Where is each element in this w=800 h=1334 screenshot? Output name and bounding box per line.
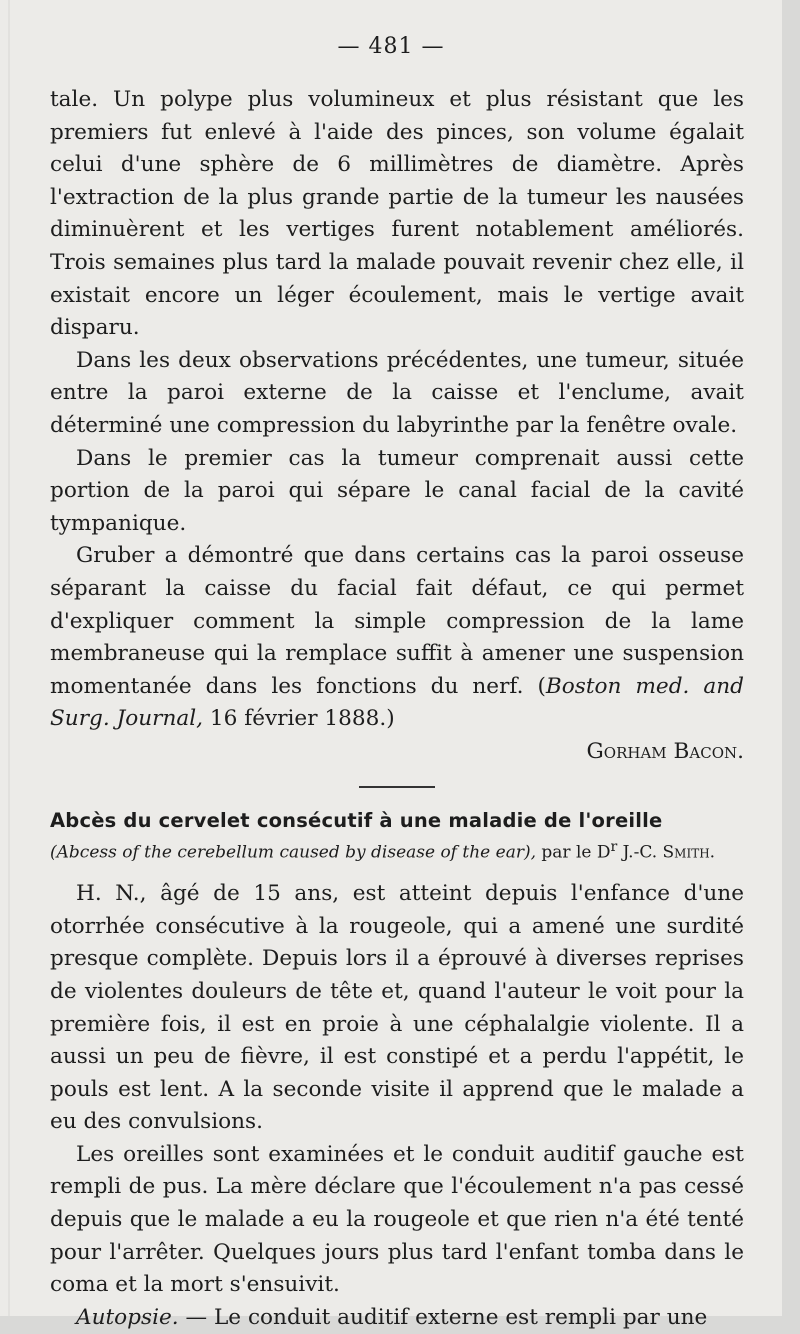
byline-author: J.-C. Smith. [617,843,716,864]
paragraph-ears: Les oreilles sont examinées et le conduit auditif gauche est rempli de pus. La mère déclare que l'écoulement n'a pas cessé depuis que le malade a eu la rougeole et que rien n'a été tenté pour l'arrêter. Quelques jours plus tard l'enfant tomba dans le coma et la mort s'ensuivit. [50,1141,744,1298]
body-text [50,84,744,1334]
page-number: — 481 — [337,34,445,59]
autopsy-label: Autopsie. [76,1304,179,1330]
byline-sup: r [610,839,618,856]
article-title: Abcès du cervelet consécutif à une maladie de l'oreille [50,809,663,833]
paragraph-observations: Dans les deux observations précédentes, une tumeur, située entre la paroi externe de la caisse et l'enclume, avait déterminé une compression du labyrinthe par la fenêtre ovale. [50,347,744,438]
english-title: (Abcess of the cerebellum caused by disease of the ear), [50,843,536,864]
paragraph-gruber [50,540,744,768]
paragraph-case: H. N., âgé de 15 ans, est atteint depuis l'enfance d'une otorrhée consécutive à la rougeole, qui a amené une surdité presque complète. Depuis lors il a éprouvé à diverses reprises de violentes douleurs de tête et, quand l'auteur le voit pour la première fois, il est en proie à une céphalalgie violente. Il a aussi un peu de fièvre, il est constipé et a perdu l'appétit, le pouls est lent. A la seconde visite il apprend que le malade a eu des convulsions. [50,881,744,1135]
paragraph-autopsy [50,1302,744,1334]
paragraph-first-case: Dans le premier cas la tumeur comprenait aussi cette portion de la paroi qui sépare le canal facial de la cavité tympanique. [50,445,744,536]
paragraph-continuation: tale. Un polype plus volumineux et plus résistant que les premiers fut enlevé à l'aide des pinces, son volume égalait celui d'une sphère de 6 millimètres de diamètre. Après l'extraction de la plus grande partie de la tumeur les nausées diminuèrent et les vertiges furent notablement améliorés. Trois semaines plus tard la malade pouvait revenir chez elle, il existait encore un léger écoulement, mais le vertige avait disparu. [50,87,744,341]
article-subtitle [50,834,744,866]
signature-author: Gorham Bacon. [586,738,744,764]
journal-citation: Boston med. and Surg. Journal, [50,673,744,732]
autopsy-text: — Le conduit auditif externe est rempli par une [178,1304,708,1330]
page-edge-shadow [8,0,10,1316]
section-divider [359,786,435,788]
citation-date: 16 février 1888.) [209,706,395,732]
gruber-text: Gruber a démontré que dans certains cas la paroi osseuse séparant la caisse du facial fait défaut, ce qui permet d'expliquer comment la simple compression de la lame membraneuse qui la remplace suffit à amener une suspension momentanée dans les fonctions du nerf. ( [50,543,744,699]
byline-prefix: par le D [536,843,611,864]
